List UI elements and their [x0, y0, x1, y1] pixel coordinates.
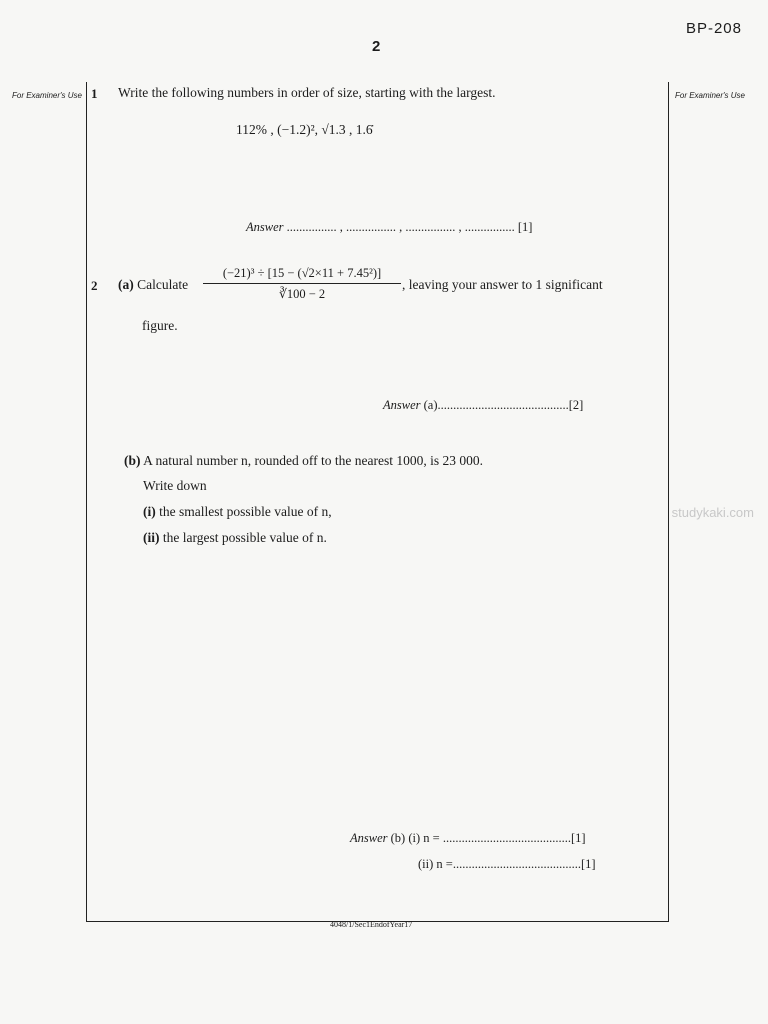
answer-label: Answer	[246, 220, 284, 234]
right-margin-line	[668, 82, 669, 922]
fraction-denominator: ∛100 − 2	[278, 287, 326, 301]
part-a-label: (a)	[118, 277, 134, 292]
examiner-use-left: For Examiner's Use	[12, 91, 82, 100]
answer-line: .........................................	[452, 857, 581, 871]
answer-label: Answer	[383, 398, 421, 412]
question-2b-text	[124, 453, 483, 469]
part-b-i-label: (i)	[143, 504, 156, 519]
answer-part: (ii) n =	[418, 857, 453, 871]
fraction-numerator: (−21)³ ÷ [15 − (√2×11 + 7.45²)]	[222, 266, 382, 280]
marks: [1]	[570, 831, 586, 845]
left-margin-line	[86, 82, 87, 922]
examiner-use-right: For Examiner's Use	[675, 91, 745, 100]
question-2b-ii-answer	[418, 857, 596, 872]
question-1-answer	[246, 220, 532, 235]
fraction-expression	[202, 266, 402, 302]
marks: [2]	[568, 398, 584, 412]
question-2a-suffix: , leaving your answer to 1 significant	[402, 277, 603, 292]
part-b-ii-text: the largest possible value of n.	[162, 530, 327, 545]
part-b-i-text: the smallest possible value of n,	[159, 504, 332, 519]
answer-line: ..........................................	[437, 398, 569, 412]
part-b-i	[143, 504, 332, 520]
question-2b-i-answer	[350, 831, 586, 846]
question-2a-continuation: figure.	[142, 318, 178, 333]
answer-line: .........................................	[442, 831, 571, 845]
question-2-number: 2	[91, 278, 98, 293]
answer-part: (a)	[423, 398, 438, 412]
marks: [1]	[580, 857, 596, 871]
answer-part: (b) (i) n =	[390, 831, 440, 845]
part-b-ii-label: (ii)	[143, 530, 160, 545]
write-down: Write down	[143, 478, 207, 493]
question-1-number: 1	[91, 86, 98, 101]
calculate-word: Calculate	[137, 277, 189, 292]
question-2a-answer	[383, 398, 583, 413]
question-1-numbers: 112% , (−1.2)², √1.3 , 1.6̇	[236, 122, 373, 137]
fraction-bar	[203, 283, 401, 284]
marks: [1]	[517, 220, 533, 234]
question-1-text: Write the following numbers in order of size, starting with the largest.	[118, 85, 496, 100]
watermark: studykaki.com	[671, 505, 754, 520]
part-b-statement: A natural number n, rounded off to the nearest 1000, is 23 000.	[143, 453, 483, 468]
document-code: BP-208	[685, 20, 742, 37]
footer-code: 4048/1/Sec1EndofYear17	[330, 920, 413, 929]
part-b-label: (b)	[124, 453, 141, 468]
part-b-ii	[143, 530, 327, 546]
answer-label: Answer	[350, 831, 388, 845]
question-2a-prefix	[118, 277, 188, 293]
page-number: 2	[372, 38, 381, 55]
answer-line: ................ , ................ , ................ , ................	[286, 220, 515, 234]
